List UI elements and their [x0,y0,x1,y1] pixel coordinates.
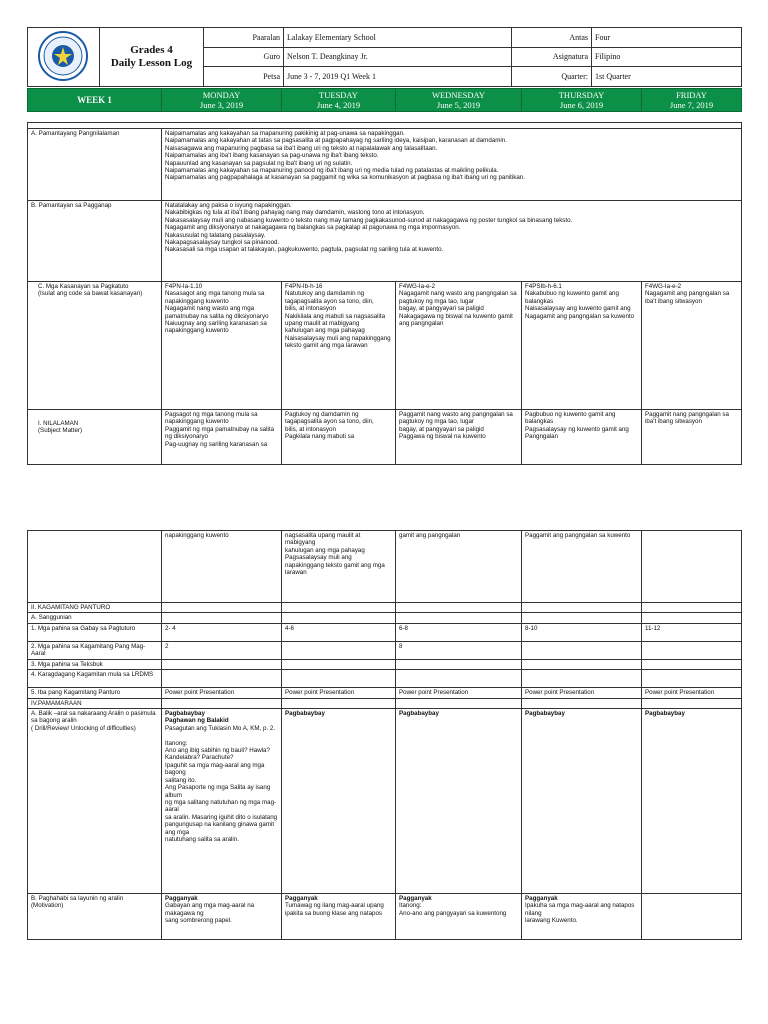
iba-pa-tuesday: Power point Presentation [282,688,396,698]
grade-value: Four [592,28,742,48]
kasanayan-monday: F4PN-Ia-1.10 Nasasagot ang mga tanong mula sa napakinggang kuwento Nagagamit nang wasto ang mga pamatnubay na salita ng diksiyonaryo Naiuugnay ang sariling karanasan sa napakinggang kuwento [162,282,282,410]
school-value: Lalakay Elementary School [284,28,512,48]
lesson-table-page1 [27,122,742,465]
pamamaraan-label: IV.PAMAMARAAN [28,698,162,708]
paghahabi-friday [642,894,742,940]
continuation-label [28,531,162,603]
iba-pa-friday: Power point Presentation [642,688,742,698]
week-label: WEEK 1 [28,89,162,112]
mag-aaral-label: 2. Mga pahina sa Kagamitang Pang Mag-Aaral [28,641,162,659]
nilalaman-friday: Paggamit nang pangngalan sa iba't ibang sitwasyon [642,410,742,465]
teacher-label: Guro [204,47,284,67]
pamantayang-pangnilalaman-text: Naipamamalas ang kakayahan sa mapanuring pakikinig at pag-unawa sa napakinggan. Naipamamalas ang kakayahan at tatas sa pagsasalita at pagpapahayag ng sariling ideya, kaisipan, karanasan at damdamin. Naisasagawa ang mapanuring pagbasa sa iba't ibang uri ng teksto at napalalawak ang talasalitaan. Naipamamalas ang iba't ibang kasanayan sa pag-unawa ng iba't ibang teksto. Napauunlad ang kasanayan sa pagsulat ng iba't ibang uri ng sulatin. Naipamamalas ang kakayahan sa mapanuring panood ng iba't ibang uri ng media tulad ng patalastas at maikling pelikula. Naipamamalas ang pagpapahalaga at kasanayan sa paggamit ng wika sa komunikasyon at pagbasa ng iba't ibang uri ng panitikan. [162,129,742,201]
cont-wednesday: gamit ang pangngalan [396,531,522,603]
gabay-tuesday: 4-6 [282,623,396,641]
mag-aaral-thursday [522,641,642,659]
balik-text-monday: Pasagutan ang Tuklasin Mo A, KM, p. 2. Itanong: Ano ang ibig sabihin ng bauli? Hawla? Kandelabra? Parachute? Ipaguhit sa mga mag-aaral ang mga bagong salitang ito. Ang Pasaporte ng mga Salita ay isang album ng mga salitang natutuhan ng mga mag-aaral sa aralin. Masaring iguhit dito o isulatang pangungusap na kanilang ginawa gamit ang mga natutuhang salita sa aralin. [165,724,278,843]
balik-aral-monday [162,709,282,894]
kasanayan-tuesday: F4PN-Ib-h-16 Natutukoy ang damdamin ng tagapagsalita ayon sa tono, diin, bilis, at intonasyon Nakikilala ang mabuti sa nagsasalita upang maulit at mabigyang kahulugan ang mga pahayag Naisasalaysay muli ang napakinggang teksto gamit ang mga larawan [282,282,396,410]
balik-aral-label: A. Balik –aral sa nakaraang Aralin o pasimula sa bagong aralin ( Drill/Review/ Unlocking of difficulties) [28,709,162,894]
kasanayan-label: C. Mga Kasanayan sa Pagkatuto (Isulat ang code sa bawat kasanayan) [28,282,162,410]
lesson-log-title: Grades 4 Daily Lesson Log [100,28,204,87]
mag-aaral-friday [642,641,742,659]
balik-aral-friday: Pagbabaybay [642,709,742,894]
paghahabi-thursday: Pagganyak Ipakuha sa mga mag-aaral ang natapos nilang larawang Kuwento. [522,894,642,940]
deped-seal [28,28,100,87]
kasanayan-wednesday: F4WG-Ia-e-2 Nagagamit nang wasto ang pangngalan sa pagtukoy ng mga tao, lugar bagay, at pangyayari sa paligid Nakagagawa ng biswal na kuwento gamit ang pangngalan [396,282,522,410]
gabay-monday: 2- 4 [162,623,282,641]
paghahabi-wednesday: Pagganyak Itanong: Ano-ano ang pangyayari sa kuwentong [396,894,522,940]
gabay-label: 1. Mga pahina sa Gabay sa Pagtuturo [28,623,162,641]
iba-pa-wednesday: Power point Presentation [396,688,522,698]
nilalaman-tuesday: Pagtukoy ng damdamin ng tagapagsalita ayon sa tono, diin, bilis, at intonasyon Pagkilala nang mabuti sa [282,410,396,465]
week-header [27,88,742,112]
quarter-value: 1st Quarter [592,67,742,87]
date-label: Petsa [204,67,284,87]
kasanayan-friday: F4WG-Ia-e-2 Nagagamit ang pangngalan sa iba't ibang sitwasyon [642,282,742,410]
day-friday: FRIDAY June 7, 2019 [642,89,742,112]
kasanayan-thursday: F4PSIb-h-6.1 Nakabubuo ng kuwento gamit ang balangkas Naisasalaysay ang kuwento gamit ang Nagagamit ang pangngalan sa kuwento [522,282,642,410]
iba-pa-thursday: Power point Presentation [522,688,642,698]
iba-pa-label: 5. Iba pang Kagamitang Panturo [28,688,162,698]
nilalaman-label: I. NILALAMAN (Subject Matter) [28,410,162,465]
grade-label: Antas [512,28,592,48]
mag-aaral-tuesday [282,641,396,659]
quarter-label: Quarter: [512,67,592,87]
school-label: Paaralan [204,28,284,48]
balik-aral-tuesday: Pagbabaybay [282,709,396,894]
cont-friday [642,531,742,603]
pamantayan-pagganap-text: Natatalakay ang paksa o isyung napakinggan. Nakabibigkas ng tula at iba't ibang pahayag nang may damdamin, wastong tono at intonasyon. Nakasasalaysay muli ang nabasang kuwento o teksto nang may tamang pagkakasunod-sunod at nakagagawa ng poster tungkol sa binasang teksto. Nagagamit ang diksiyonaryo at nakagagawa ng balangkas sa pagkalap at pagunawa ng mga impormasyon. Nakasusulat ng talatang pasalaysay. Nakapagsasalaysay tungkol sa pinanood. Nakasasali sa mga usapan at talakayan, pagkukuwento, pagtula, pagsulat ng sariling tula at kuwento. [162,201,742,282]
day-monday: MONDAY June 3, 2019 [162,89,282,112]
day-tuesday: TUESDAY June 4, 2019 [282,89,396,112]
balik-subheading-monday: Paghawan ng Balakid [165,717,229,725]
lrdms-label: 4. Karagdagang Kagamitan mula sa LRDMS [28,670,162,688]
cont-thursday: Paggamit ang pangngalan sa kuwento [522,531,642,603]
mag-aaral-wednesday: 8 [396,641,522,659]
balik-aral-thursday: Pagbabaybay [522,709,642,894]
subject-label: Asignatura [512,47,592,67]
kagamitan-label: II. KAGAMITANG PANTURO [28,603,162,613]
cont-tuesday: nagsasalita upang maulit at mabigyang kahulugan ang mga pahayag Pagsasalaysay muli ang napakinggang teksto gamit ang mga larawan [282,531,396,603]
gabay-wednesday: 6-8 [396,623,522,641]
nilalaman-wednesday: Paggamit nang wasto ang pangngalan sa pagtukoy ng mga tao, lugar bagay, at pangyayari sa paligid Paggawa ng biswal na kuwento [396,410,522,465]
teksbuk-label: 3. Mga pahina sa Teksbuk [28,659,162,669]
paghahabi-monday: Pagganyak Gabayan ang mga mag-aaral na makagawa ng sang sombrerong papel. [162,894,282,940]
date-value: June 3 - 7, 2019 Q1 Week 1 [284,67,512,87]
cont-monday: napakinggang kuwento [162,531,282,603]
iba-pa-monday: Power point Presentation [162,688,282,698]
paghahabi-label: B. Paghahabi sa layunin ng aralin (Motivation) [28,894,162,940]
paghahabi-tuesday: Pagganyak Tumawag ng ilang mag-aaral upang ipakita sa buong klase ang natapos [282,894,396,940]
teacher-value: Nelson T. Deangkinay Jr. [284,47,512,67]
day-thursday: THURSDAY June 6, 2019 [522,89,642,112]
subject-value: Filipino [592,47,742,67]
mag-aaral-monday: 2 [162,641,282,659]
nilalaman-thursday: Pagbubuo ng kuwento gamit ang balangkas Pagsasalaysay ng kuwento gamit ang Pangngalan [522,410,642,465]
pamantayan-pagganap-label: B. Pamantayan sa Pagganap [28,201,162,282]
header-table [27,27,742,87]
gabay-thursday: 8-10 [522,623,642,641]
lesson-table-page2 [27,530,742,940]
nilalaman-monday: Pagsagot ng mga tanong mula sa napakinggang kuwento Paggamit ng mga pamatnubay na salita ng diksiyonaryo Pag-uugnay ng sariling karanasan sa [162,410,282,465]
gabay-friday: 11-12 [642,623,742,641]
balik-aral-wednesday: Pagbabaybay [396,709,522,894]
sanggunian-label: A. Sanggunian [28,613,162,623]
pamantayang-pangnilalaman-label: A. Pamantayang Pangnilalaman [28,129,162,201]
balik-heading-monday: Pagbabaybay [165,710,205,718]
day-wednesday: WEDNESDAY June 5, 2019 [396,89,522,112]
